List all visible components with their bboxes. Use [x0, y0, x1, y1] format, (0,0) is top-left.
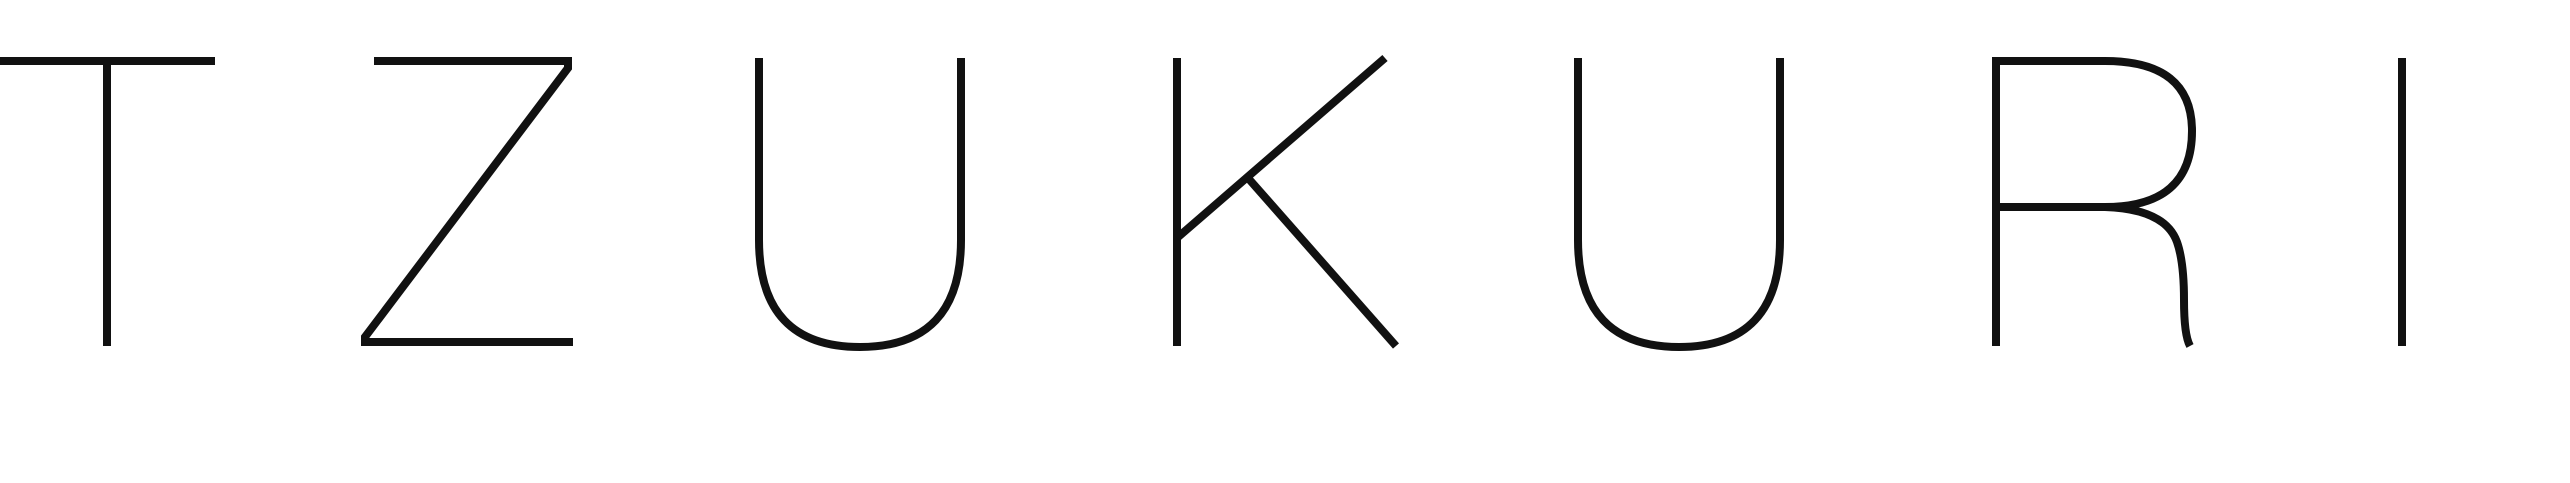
- letter-t: [0, 61, 215, 346]
- letter-k: [1177, 58, 1396, 346]
- letter-z: [365, 61, 573, 342]
- letter-u-1: [759, 58, 961, 347]
- letter-r: [1996, 61, 2192, 346]
- letter-u-2: [1578, 58, 1780, 347]
